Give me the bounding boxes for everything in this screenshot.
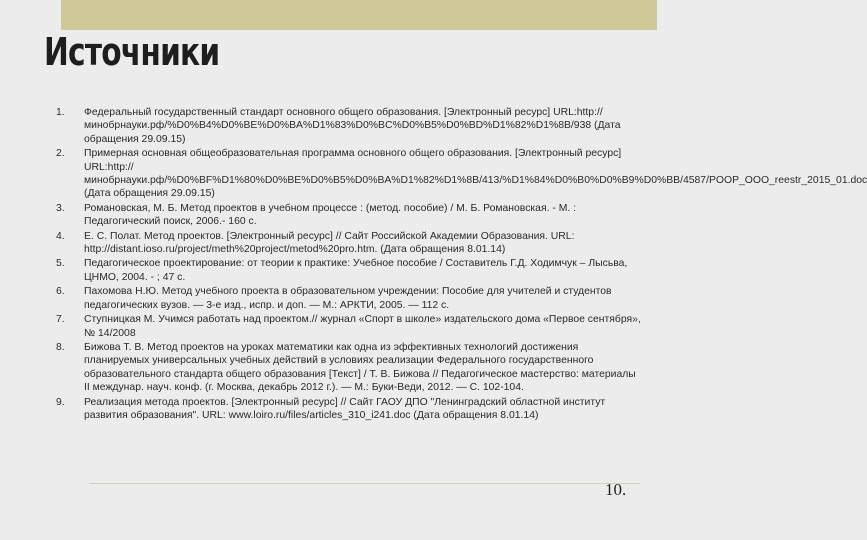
header-accent-bar	[61, 0, 657, 30]
source-number: 3.	[56, 202, 65, 214]
source-number: 8.	[56, 341, 65, 353]
source-number: 2.	[56, 148, 65, 160]
source-text: Примерная основная общеобразовательная программа основного общего образования. [Электронный ресурс] URL:http://минобрнауки.рф/%D0%BF%D1%80%D0%BE%D0%B5%D0%BA%D1%82%D1%8B/413/%D1%84%D0%B0%D0%B9%D0%BB/4587/POOP_OOO_reestr_2015_01.doc (Дата обращения 29.09.15)	[84, 148, 867, 200]
source-number: 4.	[56, 230, 65, 242]
source-text: Романовская, М. Б. Метод проектов в учебном процессе : (метод. пособие) / М. Б. Романовская. - М. : Педагогический поиск, 2006.- 160 с.	[84, 202, 577, 228]
page-number: 10.	[605, 480, 627, 499]
source-text: Е. С. Полат. Метод проектов. [Электронный ресурс] // Сайт Российской Академии Образования. URL: http://distant.ioso.ru/project/meth%20project/metod%20pro.htm. (Дата обращения 8.01.14)	[84, 230, 575, 256]
source-number: 6.	[56, 286, 65, 298]
source-text: Бижова Т. В. Метод проектов на уроках математики как одна из эффективных технологий достижения планируемых универсальных учебных действий в условиях реализации Федерального государственного образовательного стандарта общего образования [Текст] / Т. В. Бижова // Педагогическое мастерство: материалы II междунар. науч. конф. (г. Москва, декабрь 2012 г.). — М.: Буки-Веди, 2012. — С. 102-104.	[84, 341, 636, 394]
source-number: 1.	[56, 107, 65, 118]
source-text: Ступницкая М. Учимся работать над проектом.// журнал «Спорт в школе» издательского дома «Первое сентября», № 14/2008	[84, 314, 641, 339]
slide-title: Источники	[44, 30, 220, 74]
sources-list	[56, 106, 867, 422]
source-item	[56, 202, 642, 229]
source-item	[56, 285, 642, 312]
source-text: Педагогическое проектирование: от теории к практике: Учебное пособие / Составитель Г.Д. Ходимчук – Лысьва, ЦНМО, 2004. - ; 47 с.	[84, 258, 628, 283]
source-item	[56, 313, 642, 340]
source-item	[56, 257, 642, 284]
footer-divider	[90, 483, 640, 484]
source-number: 7.	[56, 314, 65, 326]
source-text: Реализация метода проектов. [Электронный ресурс] // Сайт ГАОУ ДПО "Ленинградский областной институт развития образования". URL: www.loiro.ru/files/articles_310_i241.doc (Дата обращения 8.01.14)	[84, 396, 606, 421]
source-item	[56, 147, 867, 201]
source-number: 5.	[56, 258, 65, 270]
source-item	[56, 396, 642, 423]
source-text: Пахомова Н.Ю. Метод учебного проекта в образовательном учреждении: Пособие для учителей и студентов педагогических вузов. — 3-е изд., испр. и доп. — М.: АРКТИ, 2005. — 112 с.	[84, 286, 612, 311]
source-text: Федеральный государственный стандарт основного общего образования. [Электронный ресурс] URL:http://минобрнауки.рф/%D0%B4%D0%BE%D0%BA%D1%83%D0%BC%D0%B5%D0%BD%D1%82%D1%8B/938 (Дата обращения 29.09.15)	[84, 107, 621, 145]
source-number: 9.	[56, 396, 65, 408]
source-item	[56, 106, 642, 146]
source-item	[56, 341, 642, 395]
source-item	[56, 230, 642, 257]
